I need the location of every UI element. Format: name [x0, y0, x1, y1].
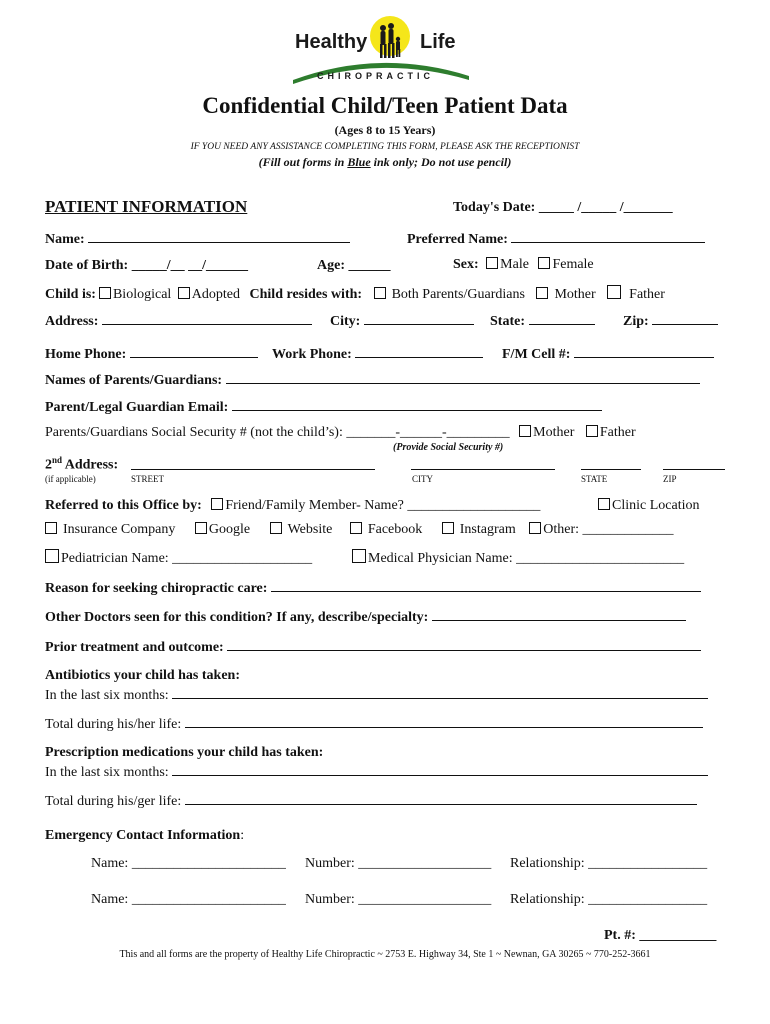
guardian-email-label: Parent/Legal Guardian Email: — [45, 400, 229, 415]
section-patient-information: PATIENT INFORMATION — [45, 197, 248, 216]
both-parents-checkbox[interactable] — [374, 287, 386, 299]
medical-label: Medical Physician Name: ________________________ — [368, 551, 685, 566]
ssn-father-label: Father — [599, 425, 636, 440]
zip-label: Zip: — [623, 314, 649, 329]
second-zip-line[interactable] — [663, 469, 725, 470]
emergency-heading — [45, 828, 244, 844]
logo — [285, 14, 475, 86]
female-checkbox[interactable] — [538, 257, 550, 269]
prescriptions-total-row — [45, 792, 697, 810]
zip-input-line[interactable] — [652, 312, 718, 325]
preferred-name-row — [407, 230, 705, 248]
logo-sub: CHIROPRACTIC — [317, 71, 434, 81]
both-parents-label: Both Parents/Guardians — [391, 287, 525, 302]
footer-note: This and all forms are the property of Healthy Life Chiropractic ~ 2753 E. Highway 34, Ste 1 ~ Newnan, GA 30265 ~ 770-252-3661 — [119, 949, 651, 960]
reason-label: Reason for seeking chiropractic care: — [45, 581, 268, 596]
second-city-line[interactable] — [411, 469, 555, 470]
resides-label: Child resides with: — [249, 287, 363, 302]
resides-mother-checkbox[interactable] — [536, 287, 548, 299]
prior-input-line[interactable] — [227, 638, 701, 651]
prior-label: Prior treatment and outcome: — [45, 640, 224, 655]
antibiotics-six-months-row — [45, 686, 708, 704]
other-doctors-input-line[interactable] — [432, 608, 686, 621]
name-row — [45, 230, 350, 248]
physician-row — [45, 549, 312, 567]
other-label: Other: _____________ — [543, 522, 674, 537]
cell-row — [502, 345, 714, 363]
prescriptions-total-label: Total during his/ger life: — [45, 794, 182, 809]
male-checkbox[interactable] — [486, 257, 498, 269]
provide-ssn-note: (Provide Social Security #) — [393, 442, 504, 453]
emergency-name-1[interactable]: Name: ______________________ — [91, 856, 286, 871]
antibiotics-six-months-label: In the last six months: — [45, 688, 169, 703]
cell-label: F/M Cell #: — [502, 347, 571, 362]
logo-brand-left: Healthy — [295, 31, 368, 53]
clinic-checkbox[interactable] — [598, 498, 610, 510]
zip-row — [623, 312, 718, 330]
emergency-title: Emergency Contact Information — [45, 828, 241, 843]
medical-checkbox[interactable] — [352, 549, 366, 563]
child-is-label: Child is: — [45, 287, 96, 302]
emergency-colon: : — [240, 828, 245, 843]
ages-note: (Ages 8 to 15 Years) — [334, 123, 436, 137]
cell-input-line[interactable] — [574, 345, 714, 358]
biological-checkbox[interactable] — [99, 287, 111, 299]
second-street-line[interactable] — [131, 469, 375, 470]
prescriptions-six-months-row — [45, 763, 708, 781]
parents-names-row — [45, 371, 700, 389]
work-phone-label: Work Phone: — [272, 347, 352, 362]
street-caption: STREET — [131, 474, 164, 484]
website-label: Website — [287, 522, 333, 537]
second-state-line[interactable] — [581, 469, 641, 470]
female-label: Female — [552, 257, 594, 272]
insurance-label: Insurance Company — [63, 522, 176, 537]
age-field[interactable]: Age: ______ — [317, 258, 391, 273]
instagram-label: Instagram — [459, 522, 516, 537]
guardian-email-input-line[interactable] — [232, 398, 602, 411]
second-prefix: 2 — [45, 457, 52, 473]
antibiotics-total-row — [45, 715, 703, 733]
referral-row — [45, 498, 540, 514]
parents-names-input-line[interactable] — [226, 371, 700, 384]
google-label: Google — [208, 522, 251, 537]
ink-note-blue: Blue — [347, 155, 371, 169]
ssn-row — [45, 425, 636, 441]
home-phone-row — [45, 345, 258, 363]
preferred-name-label: Preferred Name: — [407, 232, 508, 247]
sex-label: Sex: — [453, 257, 479, 272]
second-sup: nd — [52, 455, 63, 465]
name-input-line[interactable] — [88, 230, 350, 243]
child-status-row — [45, 285, 665, 303]
google-checkbox[interactable] — [195, 522, 207, 534]
instagram-checkbox[interactable] — [442, 522, 454, 534]
male-label: Male — [500, 257, 529, 272]
city-input-line[interactable] — [364, 312, 474, 325]
resides-father-label: Father — [629, 287, 665, 302]
clinic-label: Clinic Location — [612, 498, 700, 513]
antibiotics-total-label: Total during his/her life: — [45, 717, 182, 732]
pediatrician-label: Pediatrician Name: ____________________ — [61, 551, 313, 566]
prescriptions-heading: Prescription medications your child has taken: — [45, 745, 324, 760]
zip-caption: ZIP — [663, 474, 677, 484]
facebook-label: Facebook — [367, 522, 423, 537]
logo-brand-right: Life — [420, 31, 456, 53]
friend-label: Friend/Family Member- Name? ___________________ — [225, 498, 541, 513]
state-input-line[interactable] — [529, 312, 595, 325]
state-label: State: — [490, 314, 525, 329]
parents-names-label: Names of Parents/Guardians: — [45, 373, 223, 388]
referral-label: Referred to this Office by: — [45, 498, 202, 513]
prescriptions-six-months-label: In the last six months: — [45, 765, 169, 780]
ink-note-pre: (Fill out forms in — [258, 155, 348, 169]
emergency-number-2[interactable]: Number: ___________________ — [305, 892, 492, 907]
insurance-checkbox[interactable] — [45, 522, 57, 534]
adopted-checkbox[interactable] — [178, 287, 190, 299]
page-title: Confidential Child/Teen Patient Data — [202, 93, 568, 118]
second-address-text: Address: — [64, 457, 119, 473]
facebook-checkbox[interactable] — [350, 522, 362, 534]
ssn-field[interactable]: Parents/Guardians Social Security # (not the child’s): _______-______-_________ — [45, 425, 510, 440]
state-caption: STATE — [581, 474, 608, 484]
emergency-number-1[interactable]: Number: ___________________ — [305, 856, 492, 871]
name-label: Name: — [45, 232, 85, 247]
friend-checkbox[interactable] — [211, 498, 223, 510]
ink-note-post: ink only; Do not use pencil) — [370, 155, 512, 169]
emergency-relationship-1[interactable]: Relationship: _________________ — [510, 856, 708, 871]
dob-field[interactable]: Date of Birth: _____/__ __/______ — [45, 258, 248, 273]
todays-date-field[interactable]: Today's Date: _____ /_____ /_______ — [453, 200, 673, 215]
home-phone-label: Home Phone: — [45, 347, 127, 362]
website-checkbox[interactable] — [270, 522, 282, 534]
city-row — [330, 312, 474, 330]
ssn-father-checkbox[interactable] — [586, 425, 598, 437]
reason-row — [45, 579, 701, 597]
adopted-label: Adopted — [191, 287, 241, 302]
reason-input-line[interactable] — [271, 579, 701, 592]
preferred-name-input-line[interactable] — [511, 230, 705, 243]
antibiotics-total-input-line[interactable] — [185, 715, 703, 728]
antibiotics-heading: Antibiotics your child has taken: — [45, 668, 240, 683]
address-row — [45, 312, 312, 330]
city-label: City: — [330, 314, 361, 329]
ssn-mother-checkbox[interactable] — [519, 425, 531, 437]
pediatrician-checkbox[interactable] — [45, 549, 59, 563]
city-caption: CITY — [412, 474, 433, 484]
work-phone-input-line[interactable] — [355, 345, 483, 358]
sex-row — [453, 257, 594, 273]
ssn-mother-label: Mother — [533, 425, 575, 440]
assist-note: IF YOU NEED ANY ASSISTANCE COMPLETING THIS FORM, PLEASE ASK THE RECEPTIONIST — [190, 142, 580, 152]
prescriptions-total-input-line[interactable] — [185, 792, 697, 805]
resides-father-checkbox[interactable] — [607, 285, 621, 299]
work-phone-row — [272, 345, 483, 363]
emergency-relationship-2[interactable]: Relationship: _________________ — [510, 892, 708, 907]
other-checkbox[interactable] — [529, 522, 541, 534]
address-label: Address: — [45, 314, 99, 329]
other-doctors-row — [45, 608, 686, 626]
prior-row — [45, 638, 701, 656]
other-doctors-label: Other Doctors seen for this condition? If any, describe/specialty: — [45, 610, 429, 625]
home-phone-input-line[interactable] — [130, 345, 258, 358]
clinic-row — [598, 498, 699, 514]
address-input-line[interactable] — [102, 312, 312, 325]
emergency-name-2[interactable]: Name: ______________________ — [91, 892, 286, 907]
ink-note — [0, 155, 770, 170]
guardian-email-row — [45, 398, 602, 416]
second-address-label — [45, 455, 118, 474]
if-applicable-note: (if applicable) — [45, 474, 96, 484]
medical-physician-row — [352, 549, 684, 567]
patient-number-field[interactable]: Pt. #: ___________ — [604, 928, 717, 943]
resides-mother-label: Mother — [554, 287, 596, 302]
prescriptions-six-months-input-line[interactable] — [172, 763, 708, 776]
state-row — [490, 312, 595, 330]
referral-sources-row — [45, 522, 674, 538]
biological-label: Biological — [112, 287, 172, 302]
antibiotics-six-months-input-line[interactable] — [172, 686, 708, 699]
